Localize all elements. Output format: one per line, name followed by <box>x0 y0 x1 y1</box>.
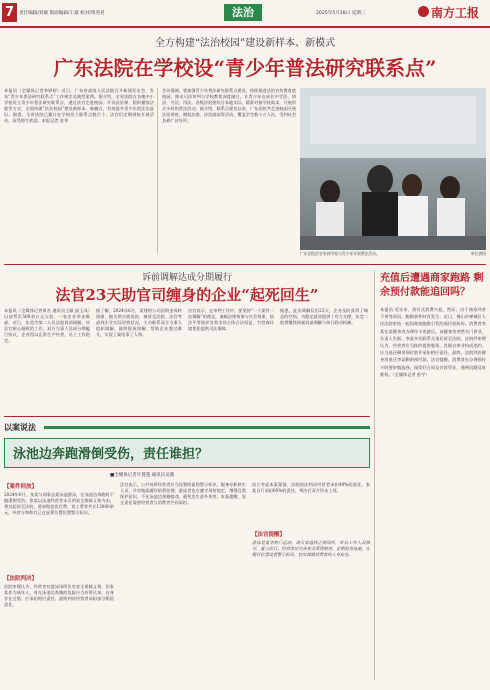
case-column-label: 以案说法 <box>4 422 36 432</box>
masthead <box>0 0 490 26</box>
case-column-bar <box>44 426 370 429</box>
story3-headline-box <box>4 438 370 468</box>
top-story-headline: 广东法院在学校设“青少年普法研究联系点” <box>53 56 437 80</box>
top-story-col1: 本报讯（全媒体记者李婷婷）近日，广东省高级人民法院召开新闻发布会，发布“青少年普法研究联系点”工作规定及典型案例。据介绍，全省法院在各地中小学校设立青少年普法研究联系点，通过法官走进校园、开设法治课、组织模拟法庭等方式，全面构建“法治校园”建设新样本、新模式，有效提升青少年的法治意识。据悉，全省法院已累计在学校设立联系点数百个，法官们定期到校开展活动，深受师生欢迎。本报记者 张华 <box>4 88 154 123</box>
story3-headline: 泳池边奔跑滑倒受伤，责任谁担？ <box>13 447 209 462</box>
brand-name: 南方工报 <box>431 6 480 20</box>
top-story-kicker: 全方构建“法治校园”建设新样本、新模式 <box>154 38 336 49</box>
divider <box>157 88 158 253</box>
divider <box>374 270 375 680</box>
section-label: 法治 <box>224 4 262 21</box>
editors-line: 责任编辑/刘敏 版面编辑/王斌 校对/黄英君 <box>19 11 105 16</box>
story3-right: 综合考虑本案案情，法院依法判决经营者承担40%的责任，张某自行承担60%的责任。判决后双方均未上诉。 <box>252 482 370 493</box>
photo-caption: 广东法院法官来到学校与青少年开展普法活动。 <box>300 251 380 256</box>
story2-headline: 法官23天助官司缠身的企业“起死回生” <box>55 286 319 304</box>
section-rule-2 <box>4 416 370 417</box>
top-story-photo <box>300 88 486 250</box>
photo-illustration <box>300 88 486 250</box>
case-body: 2024年6月，张某与同事去某泳池游泳，在泳池边奔跑时不慎滑倒受伤。张某以泳池经营者未尽到安全保障义务为由，将其起诉至法院，要求赔偿医疗费、误工费等共计13000余元。经营方辩称其已在显著位置设置警示标识。 <box>4 492 114 515</box>
story2-col2: 据了解，2024年6月，某建材公司因资金周转困难，拖欠供应商货款，被诉至法院。法官考虑到企业实际经营状况，主动联系双方当事人组织调解，最终促成和解，帮助企业渡过难关，实现了案结事了人和。 <box>96 308 182 337</box>
story3-mid: 法官表示，公共场所经营者应当设置明显的警示标识，配备专职救生人员，并对地面做好防滑处理；游泳者也应遵守场馆规定，增强自我保护意识，不在泳池边奔跑嬉戏，避免发生意外伤害。本案提醒，安全责任需要经营者与消费者共同承担。 <box>120 482 246 505</box>
story4-headline: 充值后遭遇商家跑路 剩余预付款能追回吗？ <box>380 273 484 298</box>
case-head: 【案件回放】 <box>4 484 38 490</box>
note-head: 【法官提醒】 <box>252 532 286 538</box>
photo-credit: 单位供图 <box>470 251 486 256</box>
brand-logo <box>418 4 486 21</box>
story2-kicker: 诉前调解达成分期履行 <box>141 273 232 283</box>
brand-icon <box>418 6 429 17</box>
page-number: 7 <box>2 3 17 22</box>
story3-kicker <box>4 420 370 438</box>
photo-caption-row <box>300 251 486 259</box>
masthead-rule <box>0 26 490 28</box>
story2-col1: 本报讯（全媒体记者黄君 通讯员王颖 邱玉凤）以前背负500余万元欠款，一家企业举步维艰。近日，东莞市第二人民法院诉前调解，经法官耐心细致的工作，双方当事人达成分期履行协议，企业得以正常生产经营，员工工作稳定。 <box>4 308 90 343</box>
story4-body: 本报讯 近年来，预付式消费兴起，然而，由于商家经营不善等原因，跑路事件时有发生。近日，佛山市禅城区人民法院审结一起因商家跑路引发的预付款纠纷。消费者李某在某健身房办理年卡充值后，该健身房突然关门停业，负责人失联。李某多次联系无果后诉至法院。法院经审理认为，经营者应当按约提供服务，其擅自停业构成违约，应当退还剩余预付款并承担相应责任。最终，法院判决健身房退还李某剩余预付款。法官提醒，消费者在办理预付卡时要审慎选择，保留好合同及付款凭证，遇到问题及时维权。（全媒体记者 彭宇） <box>380 307 486 377</box>
story2-col4: 据悉，此次调解仅用23天，企业及时获得了喘息的空间，为稳定就业提供了有力支撑，东莞二院将继续探索诉前调解与执行联动机制。 <box>280 308 368 325</box>
section-rule-1 <box>4 264 486 265</box>
story3-byline: ■全媒体记者许蔓蔓 通讯员吴薇 <box>110 473 175 478</box>
top-story-col2: 会议强调，要加强青少年普法研究联系点建设，持续推进法治宣传教育进校园，推动司法审判与学校教育深度融合，让青少年在成长中学法、知法、守法、用法。各级法院要结合本地实际，精准对接学校需求，开展形式多样的普法活动。据介绍，联系点建设以来，广东法院共走进校园开展法治讲座、模拟法庭、法治游园等活动，覆盖学生数十万人次，受到社会各界广泛好评。 <box>162 88 296 123</box>
judge-body: 法院审理认为，经营者对游泳场所负有安全保障义务，但张某作为成年人，对在泳池边奔跑的危险应当有所认知，自身存在过错，应承担相应责任。最终判决经营者承担部分赔偿责任。 <box>4 584 114 607</box>
judge-head: 【法院判决】 <box>4 576 38 582</box>
issue-date: 2025年5月28日 星期三 <box>316 11 366 16</box>
story2-col3: 法官表示，在审判工作中，要坚持“一个案件一次调解”的理念，兼顾法律效果与社会效果，依法平等保护各类市场主体合法权益，为营商环境优化提供司法保障。 <box>188 308 274 331</box>
note-body: 游泳是夏季热门运动，请大家选择正规场所，听从工作人员指引，量力而行。经营者应完善安全管理制度，定期检查设施，在醒目位置设置警示标识，切实保障消费者的人身安全。 <box>252 540 370 557</box>
